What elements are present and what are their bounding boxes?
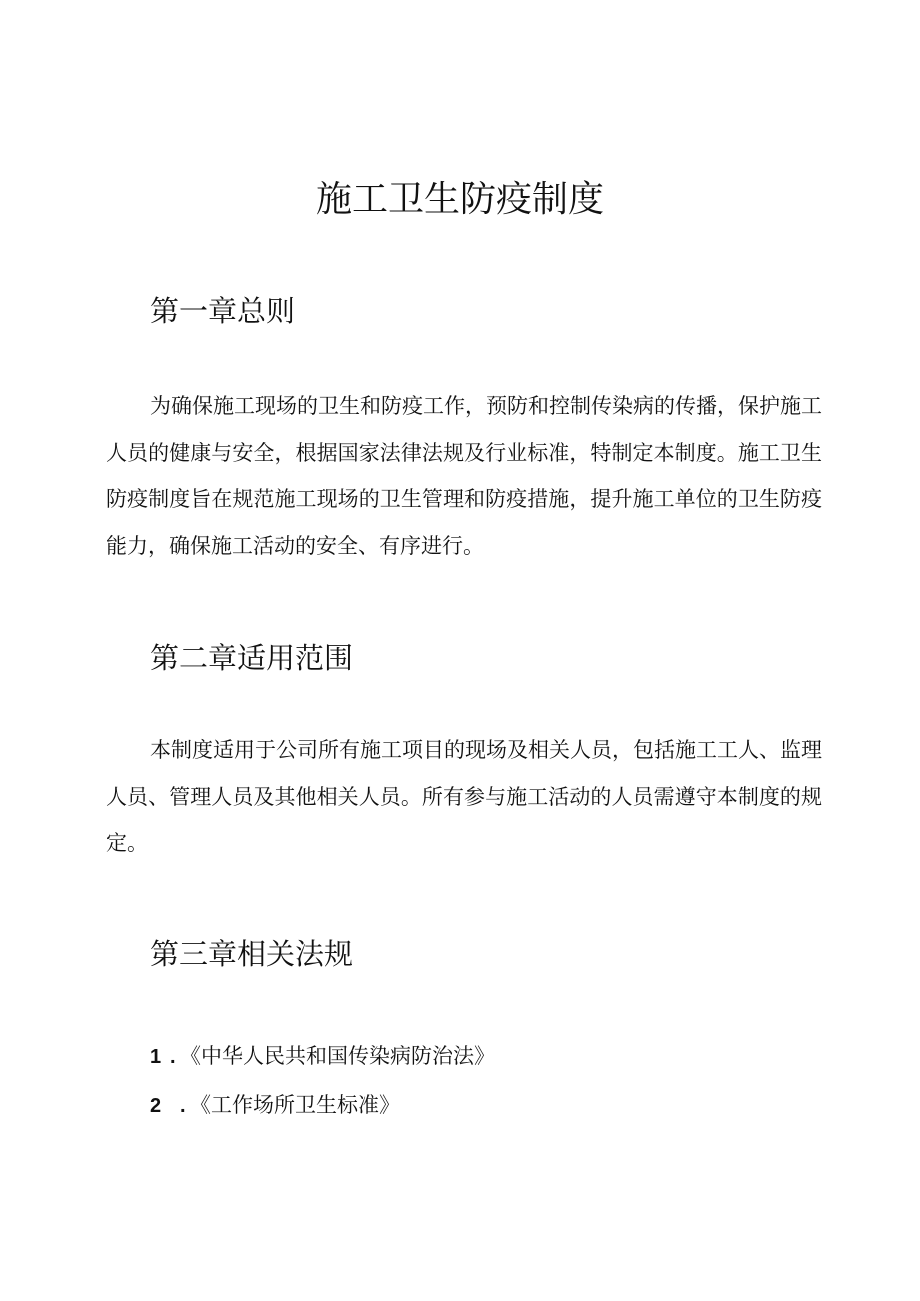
chapter-heading-scope: 第二章适用范围 [150, 641, 354, 675]
chapter-heading-general: 第一章总则 [150, 294, 296, 328]
list-item-number: 2 [150, 1095, 162, 1117]
list-item-text: 《工作场所卫生标准》 [190, 1093, 400, 1117]
list-item-separator: . [170, 1046, 176, 1068]
list-item-separator: . [180, 1095, 186, 1117]
list-item [150, 1089, 400, 1122]
chapter-paragraph-scope: 本制度适用于公司所有施工项目的现场及相关人员，包括施工工人、监理人员、管理人员及其他相关人员。所有参与施工活动的人员需遵守本制度的规定。 [106, 738, 822, 855]
chapter-paragraph-general: 为确保施工现场的卫生和防疫工作，预防和控制传染病的传播，保护施工人员的健康与安全，根据国家法律法规及行业标准，特制定本制度。施工卫生防疫制度旨在规范施工现场的卫生管理和防疫措施，提升施工单位的卫生防疫能力，确保施工活动的安全、有序进行。 [106, 394, 822, 558]
list-item-text: 《中华人民共和国传染病防治法》 [180, 1044, 495, 1068]
document-title: 施工卫生防疫制度 [315, 179, 604, 220]
chapter-heading-regulations: 第三章相关法规 [150, 937, 354, 971]
list-item [150, 1040, 495, 1073]
list-item-number: 1 [150, 1046, 162, 1068]
